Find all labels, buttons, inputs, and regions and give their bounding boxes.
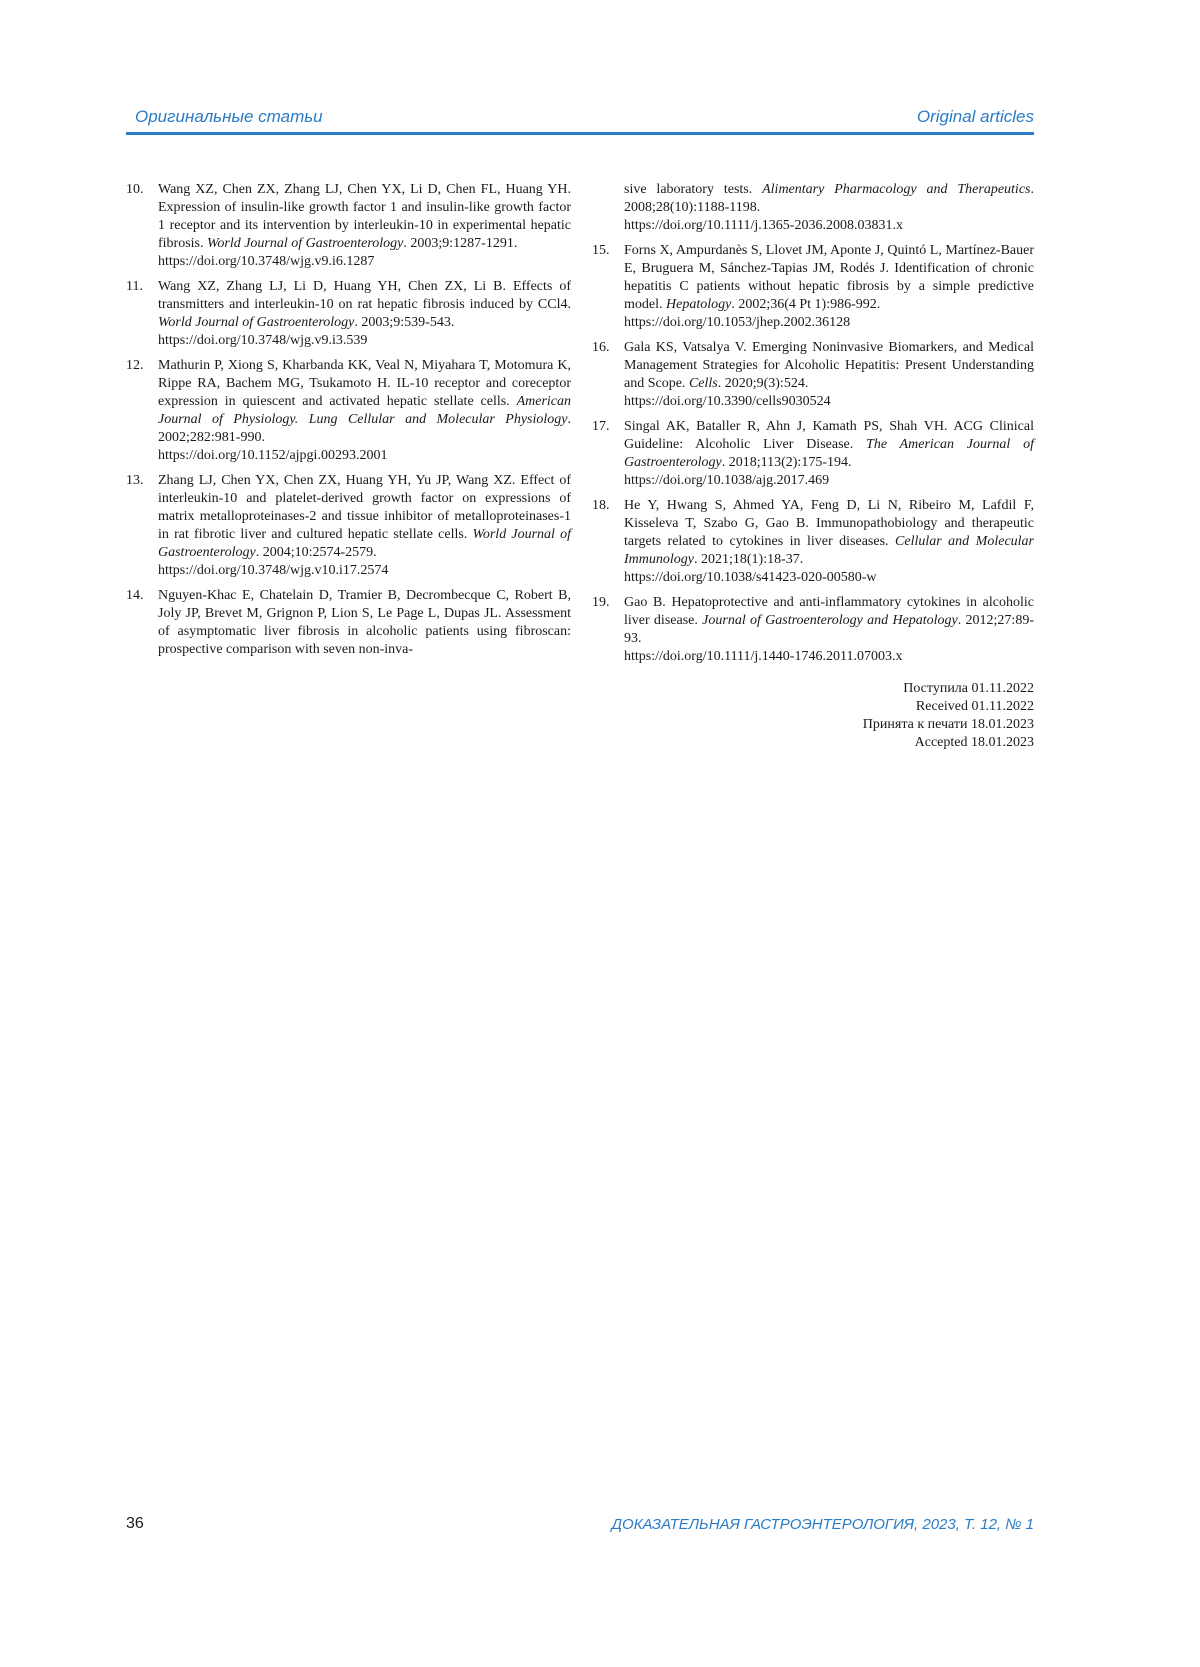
reference-number: 15.	[592, 243, 610, 258]
reference-authors-title: Mathurin P, Xiong S, Kharbanda KK, Veal N, Miyahara T, Motomura K, Rippe RA, Bachem MG, Tsukamoto H. IL-10 receptor and coreceptor expression in quiescent and activated hepatic stellate cells.	[158, 358, 571, 409]
reference-number: 17.	[592, 419, 610, 434]
reference-journal: Hepatology	[666, 297, 732, 312]
reference-item	[126, 278, 571, 350]
reference-text	[158, 278, 571, 350]
reference-doi-link[interactable]: https://doi.org/10.1038/ajg.2017.469	[624, 473, 830, 488]
reference-citation: . 2004;10:2574-2579.	[255, 545, 377, 560]
reference-journal: Cellular and Molecular Immunology	[624, 534, 1034, 567]
reference-citation: . 2008;28(10):1188-1198.	[624, 182, 1034, 215]
reference-journal: Journal of Gastroenterology and Hepatology	[702, 613, 958, 628]
reference-text	[624, 497, 1034, 587]
received-date-ru: Поступила 01.11.2022	[903, 681, 1034, 696]
reference-journal: World Journal of Gastroenterology	[158, 315, 355, 330]
reference-item	[592, 339, 1034, 411]
reference-number: 12.	[126, 358, 144, 373]
reference-number: 13.	[126, 473, 144, 488]
reference-text	[158, 587, 571, 659]
reference-doi-link[interactable]: https://doi.org/10.1111/j.1440-1746.2011.07003.x	[624, 649, 903, 664]
received-date-en: Received 01.11.2022	[915, 699, 1034, 714]
reference-doi-link[interactable]: https://doi.org/10.3748/wjg.v9.i3.539	[158, 333, 368, 348]
reference-number: 18.	[592, 498, 610, 513]
reference-journal: World Journal of Gastroenterology	[158, 527, 572, 560]
reference-item	[592, 594, 1034, 666]
reference-citation: . 2002;36(4 Pt 1):986-992.	[731, 297, 881, 312]
reference-citation: . 2020;9(3):524.	[717, 376, 809, 391]
reference-item	[126, 472, 571, 580]
references-column-right	[592, 181, 1034, 752]
reference-item	[126, 357, 571, 465]
reference-citation: . 2003;9:539-543.	[354, 315, 455, 330]
reference-citation: . 2021;18(1):18-37.	[694, 552, 804, 567]
reference-authors-title: Nguyen-Khac E, Chatelain D, Tramier B, Decrombecque C, Robert B, Joly JP, Brevet M, Grignon P, Lion S, Le Page L, Dupas JL. Assessment of asymptomatic liver fibrosis in alcoholic patients using fibroscan: prospective comparison with seven non-inva-	[158, 588, 571, 657]
reference-item	[126, 181, 571, 271]
reference-item	[592, 418, 1034, 490]
article-dates	[592, 680, 1034, 752]
reference-text	[624, 418, 1034, 490]
reference-authors-title: Gao B. Hepatoprotective and anti-inflammatory cytokines in alcoholic liver disease.	[624, 595, 1034, 628]
reference-text	[158, 181, 571, 271]
reference-item	[592, 242, 1034, 332]
reference-text	[624, 339, 1034, 411]
reference-authors-title: Zhang LJ, Chen YX, Chen ZX, Huang YH, Yu JP, Wang XZ. Effect of interleukin-10 and platelet-derived growth factor on expressions of matrix metalloproteinases-2 and tissue inhibitor of metalloproteinases-1 in rat fibrotic liver and cultured hepatic stellate cells.	[158, 473, 571, 542]
reference-item	[592, 497, 1034, 587]
reference-doi-link[interactable]: https://doi.org/10.1038/s41423-020-00580-w	[624, 570, 877, 585]
reference-journal: American Journal of Physiology. Lung Cellular and Molecular Physiology	[158, 394, 571, 427]
running-header-ru: Оригинальные статьи	[135, 107, 323, 126]
page-number: 36	[126, 1515, 144, 1532]
reference-number: 11.	[126, 279, 143, 294]
reference-journal: Alimentary Pharmacology and Therapeutics	[762, 182, 1031, 197]
reference-doi-link[interactable]: https://doi.org/10.1053/jhep.2002.36128	[624, 315, 851, 330]
reference-authors-title: He Y, Hwang S, Ahmed YA, Feng D, Li N, Ribeiro M, Lafdil F, Kisseleva T, Szabo G, Gao B. Immunopathobiology and therapeutic targets related to cytokines in liver diseases.	[624, 498, 1034, 549]
reference-authors-title: Singal AK, Bataller R, Ahn J, Kamath PS, Shah VH. ACG Clinical Guideline: Alcoholic Liver Disease.	[624, 419, 1034, 452]
reference-journal: The American Journal of Gastroenterology	[624, 437, 1034, 470]
reference-doi-link[interactable]: https://doi.org/10.3748/wjg.v9.i6.1287	[158, 254, 375, 269]
reference-citation: . 2012;27:89-93.	[624, 613, 1034, 646]
accepted-date-en: Accepted 18.01.2023	[914, 735, 1034, 750]
journal-footer: ДОКАЗАТЕЛЬНАЯ ГАСТРОЭНТЕРОЛОГИЯ, 2023, Т. 12, № 1	[611, 1516, 1034, 1533]
reference-authors-title: sive laboratory tests.	[624, 182, 763, 197]
reference-doi-link[interactable]: https://doi.org/10.3390/cells9030524	[624, 394, 831, 409]
reference-authors-title: Wang XZ, Zhang LJ, Li D, Huang YH, Chen ZX, Li B. Effects of transmitters and interleukin-10 on rat hepatic fibrosis induced by CCl4.	[158, 279, 571, 312]
reference-text	[158, 472, 571, 580]
running-header-en: Original articles	[916, 107, 1034, 126]
reference-citation: . 2002;282:981-990.	[158, 412, 571, 445]
reference-doi-link[interactable]: https://doi.org/10.1152/ajpgi.00293.2001	[158, 448, 388, 463]
accepted-date-ru: Принята к печати 18.01.2023	[862, 717, 1034, 732]
reference-journal: World Journal of Gastroenterology	[207, 236, 404, 251]
reference-doi-link[interactable]: https://doi.org/10.3748/wjg.v10.i17.2574	[158, 563, 389, 578]
reference-number: 10.	[126, 182, 144, 197]
reference-item	[126, 587, 571, 659]
reference-text	[624, 594, 1034, 666]
reference-number: 16.	[592, 340, 610, 355]
reference-authors-title: Forns X, Ampurdanès S, Llovet JM, Aponte J, Quintó L, Martínez-Bauer E, Bruguera M, Sánchez-Tapias JM, Rodés J. Identification of chronic hepatitis C patients without hepatic fibrosis by a simple predictive model.	[624, 243, 1034, 312]
reference-journal: Cells	[688, 376, 718, 391]
header-rule	[126, 132, 1034, 135]
references-column-left	[126, 181, 571, 666]
reference-continuation	[624, 181, 1034, 235]
reference-text	[624, 242, 1034, 332]
reference-number: 14.	[126, 588, 144, 603]
reference-text	[158, 357, 571, 465]
reference-authors-title: Wang XZ, Chen ZX, Zhang LJ, Chen YX, Li D, Chen FL, Huang YH. Expression of insulin-like growth factor 1 and insulin-like growth factor 1 receptor and its intervention by interleukin-10 in experimental hepatic fibrosis.	[158, 182, 571, 251]
reference-doi-link[interactable]: https://doi.org/10.1111/j.1365-2036.2008.03831.x	[624, 218, 903, 233]
reference-citation: . 2018;113(2):175-194.	[721, 455, 852, 470]
reference-citation: . 2003;9:1287-1291.	[403, 236, 518, 251]
reference-number: 19.	[592, 595, 610, 610]
reference-authors-title: Gala KS, Vatsalya V. Emerging Noninvasive Biomarkers, and Medical Management Strategies for Alcoholic Hepatitis: Present Understanding and Scope.	[624, 340, 1034, 391]
